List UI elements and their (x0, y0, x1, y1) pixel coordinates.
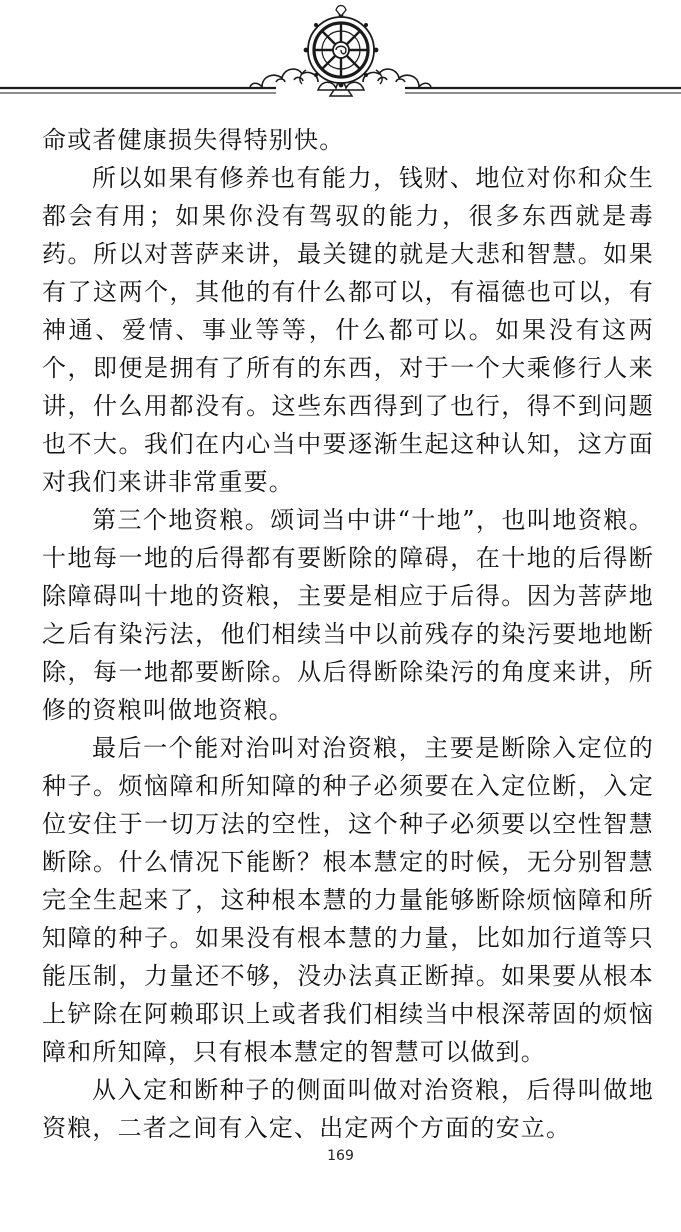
paragraph: 所以如果有修养也有能力，钱财、地位对你和众生都会有用；如果你没有驾驭的能力，很多东西就是毒药。所以对菩萨来讲，最关键的就是大悲和智慧。如果有了这两个，其他的有什么都可以，有福德也可以，有神通、爱情、事业等等，什么都可以。如果没有这两个，即便是拥有了所有的东西，对于一个大乘修行人来讲，什么用都没有。这些东西得到了也行，得不到问题也不大。我们在内心当中要逐渐生起这种认知，这方面对我们来讲非常重要。 (42, 164, 654, 496)
dharma-wheel-icon (300, 6, 382, 88)
cloud-left-icon (250, 69, 318, 87)
paragraph: 从入定和断种子的侧面叫做对治资粮，后得叫做地资粮，二者之间有入定、出定两个方面的安立。 (42, 1076, 654, 1142)
header-rule-left (0, 88, 276, 93)
header-rule-right (405, 88, 681, 93)
page-number: 169 (327, 1148, 354, 1164)
page-header (0, 0, 681, 110)
paragraph: 最后一个能对治叫对治资粮，主要是断除入定位的种子。烦恼障和所知障的种子必须要在入定位断，入定位安住于一切万法的空性，这个种子必须要以空性智慧断除。什么情况下能断？根本慧定的时候，无分别智慧完全生起来了，这种根本慧的力量能够断除烦恼障和所知障的种子。如果没有根本慧的力量，比如加行道等只能压制，力量还不够，没办法真正断掉。如果要从根本上铲除在阿赖耶识上或者我们相续当中根深蒂固的烦恼障和所知障，只有根本慧定的智慧可以做到。 (42, 734, 654, 1066)
page-body (42, 121, 654, 1147)
paragraph: 第三个地资粮。颂词当中讲“十地”，也叫地资粮。十地每一地的后得都有要断除的障碍，在十地的后得断除障碍叫十地的资粮，主要是相应于后得。因为菩萨地之后有染污法，他们相续当中以前残存的染污要地地断除，每一地都要断除。从后得断除染污的角度来讲，所修的资粮叫做地资粮。 (42, 506, 654, 724)
cloud-right-icon (363, 69, 431, 87)
paragraph: 命或者健康损失得特别快。 (42, 126, 345, 154)
header-ornament (0, 0, 681, 110)
